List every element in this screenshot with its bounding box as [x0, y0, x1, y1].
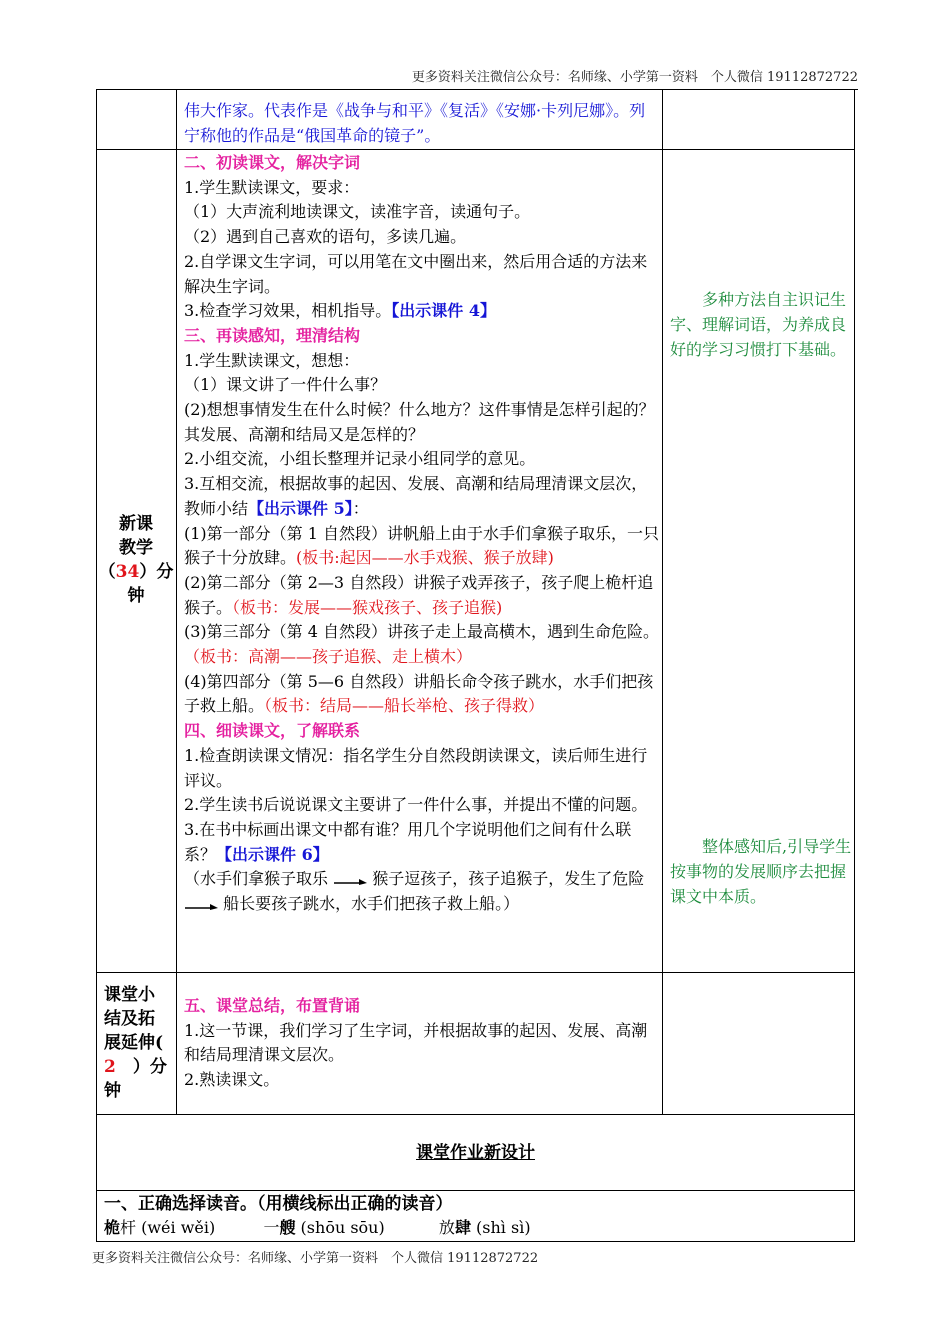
paragraph: （2）遇到自己喜欢的语句，多读几遍。	[184, 227, 467, 247]
board-note: （板书：发展——猴戏孩子、孩子追猴)	[232, 597, 503, 617]
footer-note: 更多资料关注微信公众号：名师缘、小学第一资料 个人微信 19112872722	[92, 1251, 539, 1266]
stage-line: 结及拓	[104, 1009, 155, 1029]
paragraph: 2.学生读书后说说课文主要讲了一件什么事，并提出不懂的问题。	[184, 795, 648, 815]
paragraph: 3.在书中标画出课文中都有谁？用几个字说明他们之间有什么联系？【出示课件 6】	[184, 819, 632, 864]
arrow-right-icon	[184, 900, 218, 910]
homework-title: 课堂作业新设计	[416, 1143, 535, 1163]
section-title: 二、初读课文，解决字词	[184, 153, 361, 172]
stage-line: 钟	[104, 1081, 121, 1101]
section-title: 四、细读课文，了解联系	[184, 721, 361, 741]
arrow-right-icon	[333, 875, 367, 885]
stage-line: 课堂小	[104, 985, 155, 1005]
section-title: 五、课堂总结，布置背诵	[184, 996, 361, 1015]
homework-pinyin-items	[104, 1216, 844, 1241]
paragraph: 2.小组交流，小组长整理并记录小组同学的意见。	[184, 449, 536, 469]
paragraph: 1.这一节课，我们学习了生字词，并根据故事的起因、发展、高潮和结局理清课文层次。	[184, 1020, 648, 1065]
table-border-bottom	[96, 1241, 855, 1242]
paragraph: (2)第二部分（第 2—3 自然段）讲猴子戏弄孩子，孩子爬上桅杆追猴子。（板书：发展——猴戏孩子、孩子追猴)	[184, 572, 654, 617]
board-note: （板书：结局——船长举枪、孩子得救）	[264, 696, 545, 716]
homework-question-1: 一、正确选择读音。（用横线标出正确的读音）	[104, 1194, 453, 1214]
paragraph: (2)想想事情发生在什么时候？什么地方？这件事情是怎样引起的？其发展、高潮和结局又是怎样的？	[184, 400, 655, 444]
paragraph: 2.熟读课文。	[184, 1070, 280, 1090]
stage-line: 钟	[127, 586, 145, 606]
stage-line: （34）分	[98, 562, 174, 582]
relation-chain: （水手们拿猴子取乐 猴子逗孩子，孩子追猴子，发生了危险 船长要孩子跳水，水手们把孩子救上船。）	[184, 869, 645, 914]
paragraph: (1)第一部分（第 1 自然段）讲帆船上由于水手们拿猴子取乐，一只猴子十分放肆。(板书:起因——水手戏猴、猴子放肆)	[184, 523, 660, 568]
paragraph: 3.互相交流，根据故事的起因、发展、高潮和结局理清课文层次，教师小结【出示课件 5】：	[184, 474, 648, 518]
design-note-2: 整体感知后,引导学生按事物的发展顺序去把握课文中本质。	[670, 837, 852, 906]
row-divider-2	[96, 972, 855, 973]
paragraph: （1）课文讲了一件什么事？	[184, 375, 387, 395]
paragraph: 2.自学课文生字词，可以用笔在文中圈出来，然后用合适的方法来解决生字词。	[184, 251, 648, 296]
courseware-tag: 【出示课件 6】	[216, 844, 329, 864]
design-note-1: 多种方法自主识记生字、理解词语，为养成良好的学习习惯打下基础。	[670, 290, 847, 359]
paragraph: （1）大声流利地读课文，读准字音，读通句子。	[184, 202, 531, 222]
pinyin-item: 放肆 (shì sì)	[438, 1218, 531, 1237]
pinyin-item: 一艘 (shōu sōu)	[263, 1218, 385, 1237]
paragraph: (3)第三部分（第 4 自然段）讲孩子走上最高横木，遇到生命危险。（板书：高潮——孩子追猴、走上横木）	[184, 622, 660, 667]
section-title: 三、再读感知，理清结构	[184, 325, 361, 345]
stage-label-new-lesson	[98, 512, 174, 608]
row-divider-1	[96, 149, 855, 150]
stage-line: 展延伸(	[104, 1033, 164, 1053]
new-lesson-content	[184, 151, 662, 917]
board-note: (板书:起因——水手戏猴、猴子放肆)	[296, 548, 554, 568]
pinyin-item: 桅杆 (wéi wěi)	[104, 1218, 216, 1237]
table-border-left	[96, 89, 97, 1242]
courseware-tag: 【出示课件 5】	[248, 498, 353, 518]
stage-line: 2 ）分	[104, 1057, 167, 1077]
stage-label-summary	[98, 983, 180, 1103]
paragraph: 1.检查朗读课文情况：指名学生分自然段朗读课文，读后师生进行评议。	[184, 745, 648, 790]
table-border-top	[96, 89, 855, 90]
paragraph: 1.学生默读课文，要求：	[184, 177, 360, 197]
column-divider-1	[176, 89, 177, 1114]
courseware-tag: 【出示课件 4】	[391, 301, 496, 321]
author-intro: 伟大作家。代表作是《战争与和平》《复活》《安娜·卡列尼娜》。列宁称他的作品是“俄国革命的镜子”。	[184, 101, 646, 145]
paragraph: 1.学生默读课文，想想：	[184, 350, 360, 370]
paragraph: 3.检查学习效果，相机指导。【出示课件 4】	[184, 301, 496, 321]
lesson-table	[96, 89, 855, 1242]
stage-line: 新课	[119, 514, 153, 534]
stage-line: 教学	[119, 538, 153, 558]
summary-content	[184, 994, 662, 1093]
header-note: 更多资料关注微信公众号：名师缘、小学第一资料 个人微信 19112872722	[96, 66, 858, 90]
paragraph: (4)第四部分（第 5—6 自然段）讲船长命令孩子跳水，水手们把孩子救上船。（板书：结局——船长举枪、孩子得救）	[184, 671, 654, 716]
row-divider-4	[96, 1190, 855, 1191]
board-note: （板书：高潮——孩子追猴、走上横木）	[184, 647, 473, 667]
table-border-right	[854, 89, 855, 1242]
column-divider-2	[662, 89, 663, 1114]
row-divider-3	[96, 1114, 855, 1115]
